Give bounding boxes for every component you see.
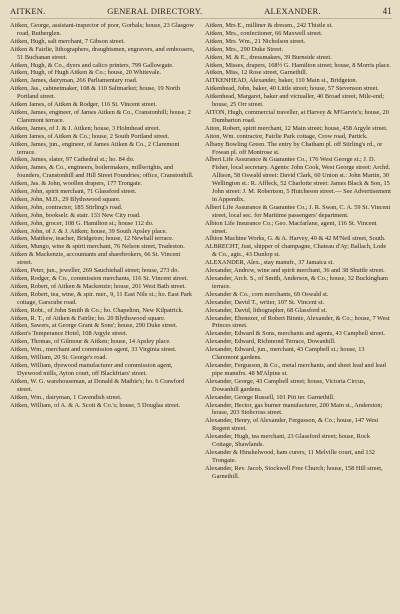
header-center: GENERAL DIRECTORY.	[107, 6, 203, 16]
directory-entry: Aitken, William, 20 St. George's road.	[10, 354, 108, 362]
directory-entry: Aitken, Matthew, teacher, Bridgeton; house, 12 Newhall terrace.	[10, 235, 174, 243]
directory-entry: AITON, Hugh, commercial traveller, at Harvey & M'Garvie's; house, 20 Dumbarton road.	[205, 108, 389, 124]
directory-entry: Aitken, Hugh, & Co., dyers and calico printers, 799 Gallowgate.	[10, 61, 174, 69]
directory-entry: Aitken James, of Aitken & Co.; house, 2 South Portland street.	[10, 132, 170, 140]
directory-entry: Aitken, Robert, tea, wine, & spir. mer., 9, 11 East Nile st.; ho. East Park cottage, Garscube road.	[10, 290, 192, 306]
running-header	[10, 6, 392, 19]
directory-entry: Aitken, James, of J. & J. Aitken; house, 3 Holmhead street.	[10, 124, 161, 132]
directory-entry: Aitken, William, of A. & A. Scott & Co.'s; house, 5 Douglas street.	[10, 401, 181, 409]
directory-entry: Aitken, James, jun., engineer, of James Aitken & Co., 2 Claremont terrace.	[10, 140, 180, 156]
directory-entry: Alexander, Arch. S., of Smith, Anderson, & Co.; house, 32 Buckingham terrace.	[205, 275, 388, 290]
directory-entry: Albert Life Assurance & Guarantee Co.; J. R. Swan, C. A. 59 St. Vincent street, local sec. for Maritime passengers' department.	[205, 203, 391, 219]
directory-entry: Aitken, M. & E., dressmakers, 39 Burnside street.	[205, 53, 332, 61]
directory-entry: Alexander, Edward & Sons, merchants and agents, 43 Campbell street.	[205, 330, 385, 338]
directory-entry: Aitken, James, dairyman, 266 Parliamentary road.	[10, 77, 138, 85]
directory-entry: Aitken, Miss, 12 Rose street, Garnethill.	[205, 69, 308, 77]
directory-entry: Alexander, Fergusson, & Co., metal merchants, and sheet lead and lead pipe manufrs. 48 M'Alpine st.	[205, 361, 386, 377]
directory-entry: Alexander, George Russell, 101 Pitt ter. Garnethill.	[205, 393, 335, 401]
directory-entry: Alexander, Rev. Jacob, Stockwell Free Church; house, 158 Hill street, Garnethill.	[205, 464, 383, 480]
directory-entry: Albert Life Assurance & Guarantee Co., 176 West George st.; J. D. Fisher, local secretary. Agents: John Cook, West George street: Archd. Allison, 58 Oswald street: David Clark, 60 Union st.: John Martin, 30 Wellington st.: R. Affleck, 52 Charlotte street: James Black & Son, 15 John street: J. M. Robertson, 5 Hutcheson street.— See Advertisement in Appendix.	[205, 156, 391, 203]
directory-entry: Alexander, Edward, jun., merchant, 43 Campbell st.; house, 13 Claremont gardens.	[205, 346, 365, 362]
directory-entry: Aitken, Hugh, salt merchant, 7 Gibson street.	[10, 37, 125, 45]
directory-entry: Aitken, Wm., merchant and commission agent, 33 Virginia street.	[10, 346, 177, 354]
directory-entry: Aitken, Jas. & John, woollen drapers, 177 Trongate.	[10, 180, 143, 188]
directory-entry: Aitken, John, M.D., 29 Blythswood square.	[10, 195, 121, 203]
directory-entry: Aitken, James, engineer, of James Aitken & Co., Cranstonhill; house, 2 Claremont terrace.	[10, 108, 191, 124]
directory-entry: Aiton, Robert, spirit merchant, 12 Main street; house, 458 Argyle street.	[205, 124, 388, 132]
directory-entry: Aitken, John, contractor, 185 Stirling's road.	[10, 203, 123, 211]
directory-entry: Aitken, Sawers, at George Grant & Sons'; house, 290 Duke street.	[10, 322, 178, 330]
directory-entry: Aitken, George, assistant-inspector of poor, Gorbals; house, 23 Glasgow road, Rutherglen.	[10, 22, 194, 37]
right-column	[205, 22, 392, 614]
directory-entry: Aiton, Wm. contractor, Fairlie Park cottage, Crow road, Partick.	[205, 132, 368, 140]
directory-entry: Aitken, Wm., dairyman, 1 Cavendish street.	[10, 393, 122, 401]
left-column	[10, 22, 197, 614]
directory-entry: Aitken, Jas., cabinetmaker, 108 & 110 Saltmarket; house, 19 North Portland street.	[10, 85, 181, 101]
directory-entry: Aitken, John, spirit merchant, 71 Glassford street.	[10, 188, 137, 196]
directory-entry: Alexander, Andrew, wine and spirit merchant, 36 and 38 Shuttle street.	[205, 267, 385, 275]
directory-entry: Alexander & Hinshelwood, ham curers, 11 Melville court, and 132 Trongate.	[205, 448, 375, 464]
directory-entry: Aitken, Mrs., confectioner, 66 Maxwell street.	[205, 29, 323, 37]
directory-entry: Aitken, Robert, of Aitken & Mackenzie; house, 201 West Bath street.	[10, 282, 186, 290]
directory-entry: Aitken, Robt., of John Smith & Co.; ho. Chapelton, New Kilpatrick.	[10, 306, 184, 314]
directory-entry: Aitken, Peter, jun., jeweller, 269 Sauchiehall street; house, 273 do.	[10, 267, 179, 275]
header-right: ALEXANDER.	[264, 6, 321, 16]
header-left: AITKEN.	[10, 6, 46, 16]
directory-entry: Alexander & Co., corn merchants, 69 Oswald st.	[205, 290, 329, 298]
directory-entry: Aitken, W. G. warehouseman, at Donald & Mathie's; ho. 6 Crawford street.	[10, 377, 185, 393]
directory-columns	[10, 22, 392, 614]
directory-entry: Alexander, David, lithographer, 68 Glassford st.	[205, 306, 327, 314]
directory-entry: Aitken & Fairlie, lithographers, draughtsmen, engravers, and embossers, 51 Buchanan street.	[10, 45, 195, 61]
directory-entry: Aitken, John, of J. & J. Aitken; house, 39 South Apsley place.	[10, 227, 167, 235]
directory-entry: ALEXANDER, Alex., stay manufr., 37 Jamaica st.	[205, 259, 334, 267]
directory-entry: Alexander, David T., writer, 107 St. Vincent st.	[205, 298, 325, 306]
directory-entry: Alexander, Henry, of Alexander, Fergusson, & Co.; house, 147 West Regent street.	[205, 417, 379, 433]
directory-entry: Albion Life Insurance Co.; Geo. Macfarlane, agent, 116 St. Vincent street.	[205, 219, 377, 235]
directory-entry: Aitken, William, dyewood manufacturer and commission agent, Dyewood mills, Ayton court, off Blackfriars' street.	[10, 361, 173, 377]
directory-entry: Aitkenhead, Margaret, baker and victualler, 40 Broad street, Mile-end; house, 25 Orr street.	[205, 93, 384, 109]
directory-entry: Aitken, Mungo, wine & spirit merchant, 76 Nelson street, Tradeston.	[10, 243, 185, 251]
page-number: 41	[382, 6, 392, 16]
directory-entry: ALBRECHT, Just, shipper of champagne, Chateau d'Ay; Ballach, Lode & Co., agts., 43 Dunlop st.	[205, 243, 387, 259]
directory-entry: Alexander, George, 43 Campbell street; house, Victoria Circus, Dowanhill gardens.	[205, 377, 366, 393]
directory-entry: Aitken, Rodger, & Co., commission merchants, 116 St. Vincent street.	[10, 275, 189, 282]
directory-entry: Aitkenhead, John, baker, 40 Little street; house, 57 Stevenson street.	[205, 85, 379, 93]
directory-entry: Alexander, Edward, Richmond Terrace, Dowanhill.	[205, 338, 336, 346]
directory-entry: Aitken, Misses, drapers, 168½ G. Hamilton street; house, 8 Morris place.	[205, 61, 391, 69]
directory-entry: Albany Bowling Green. The entry by Chatham pl. off Stirling's rd., or Fowan pl. off Montrose st.	[205, 140, 383, 156]
directory-entry: AITKENHEAD, Alexander, baker, 110 Main st., Bridgeton.	[205, 77, 358, 85]
directory-entry: Aitken, John, bookselr. & statr. 133 New City road.	[10, 211, 141, 219]
directory-entry: Alexander, Hugh, tea merchant, 23 Glassford street; house, Rock Cottage, Shawlands.	[205, 433, 370, 449]
directory-entry: Aitken, Mrs E., milliner & dressm., 242 Thistle st.	[205, 22, 333, 29]
directory-entry: Albion Machine Works, G. & A. Harvey, 40 & 42 M'Neil street, South.	[205, 235, 386, 243]
directory-entry: Aitken, R. T., of Aitken & Fairlie; ho. 20 Blythswood square.	[10, 314, 166, 322]
directory-entry: Alexander, Ebenezer, of Robert Binnie, Alexander, & Co.; house, 7 West Princes street.	[205, 314, 390, 330]
directory-entry: Aitken, John, grocer, 108 G. Hamilton st.; house 112 do.	[10, 219, 154, 227]
directory-entry: Aitken, Mrs. Wm., 21 Nicholson street.	[205, 37, 306, 45]
directory-entry: Aitken James, of Aitken & Rodger, 116 St. Vincent street.	[10, 101, 157, 109]
directory-entry: Aitken, Hugh, of Hugh Aitken & Co.; house, 20 Whitevale.	[10, 69, 162, 77]
directory-entry: Aitken & Mackenzie, accountants and sharebrokers, 66 St. Vincent street.	[10, 251, 181, 267]
directory-entry: Aitken, Thomas, of Gilmour & Aitken; house, 14 Apsley place.	[10, 338, 171, 346]
directory-entry: Aitken, James, & Co., engineers, boilermakers, millwrights, and founders, Cranstonhill and Hill Street Foundries; office, Cranstonhill.	[10, 164, 194, 180]
directory-entry: Aitken's Temperance Hotel, 108 Argyle street.	[10, 330, 128, 338]
directory-entry: Alexander, Hector, gas burner manufacturer, 200 Main st., Anderston; house, 203 Stobcross street.	[205, 401, 383, 417]
directory-entry: Aitken, Mrs., 290 Duke Street.	[205, 45, 284, 53]
directory-entry: Aitken, James, slater, 97 Cathedral st.; ho. 84 do.	[10, 156, 135, 164]
